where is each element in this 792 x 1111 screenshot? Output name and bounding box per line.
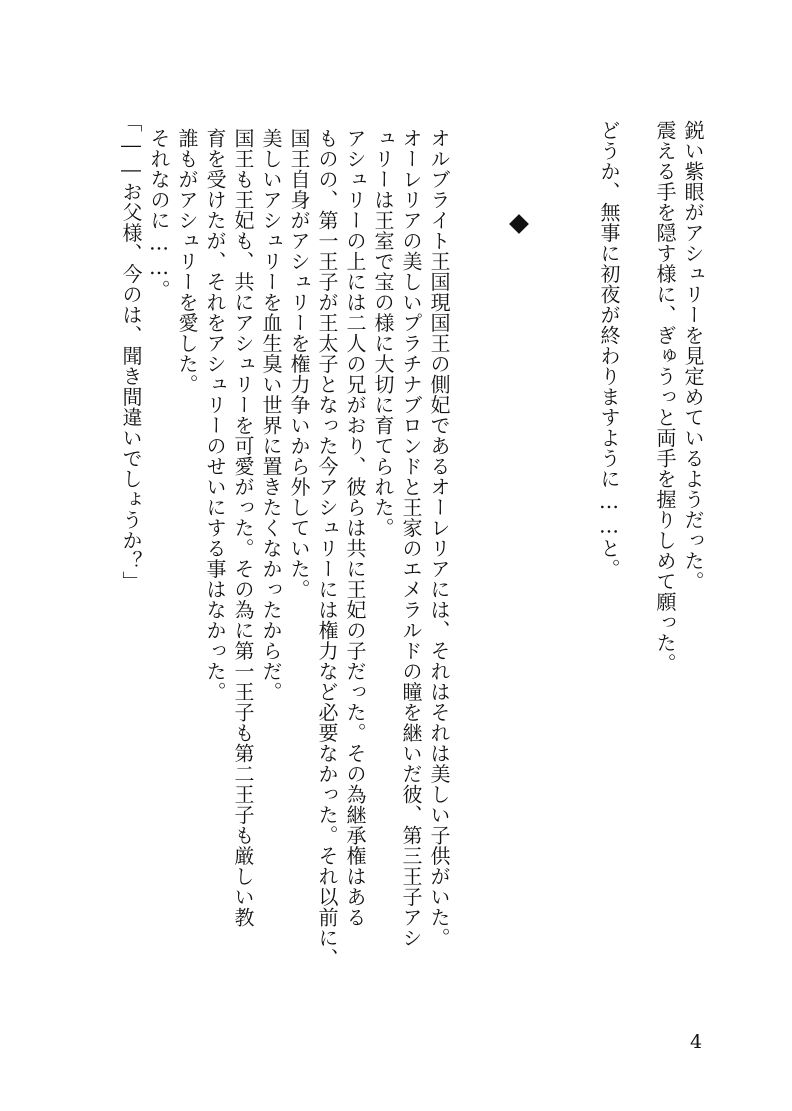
text-line-2: 震える手を隠す様に、ぎゅうっと両手を握りしめて願った。 xyxy=(653,120,677,674)
text-line-14: それなのに……。 xyxy=(147,128,171,300)
text-line-5: オーレリアの美しいプラチナブロンドと王家のエメラルドの瞳を継いだ彼、第三王子アシ xyxy=(399,128,423,948)
text-line-3: どうか、無事に初夜が終わりますように……と。 xyxy=(597,120,621,579)
text-line-9: 国王自身がアシュリーを権力争いから外していた。 xyxy=(287,128,311,600)
text-line-13: 誰もがアシュリーを愛した。 xyxy=(175,128,199,395)
text-line-1: 鋭い紫眼がアシュリーを見定めているようだった。 xyxy=(681,120,705,592)
text-line-4: オルブライト王国現国王の側妃であるオーレリアには、それはそれは美しい子供がいた。 xyxy=(427,128,451,948)
text-line-11: 国王も王妃も、共にアシュリーを可愛がった。その為に第一王子も第二王子も厳しい教 xyxy=(231,128,255,928)
text-line-10: 美しいアシュリーを血生臭い世界に置きたくなかったからだ。 xyxy=(259,128,283,702)
text-line-15: 「――お父様、今のは、聞き間違いでしょうか？」 xyxy=(119,112,143,592)
section-break-diamond-icon xyxy=(509,214,529,234)
text-line-7: アシュリーの上には二人の兄がおり、彼らは共に王妃の子だった。その為継承権はある xyxy=(343,128,367,928)
page-number: 4 xyxy=(690,1031,703,1053)
text-line-6: ュリーは王室で宝の様に大切に育てられた。 xyxy=(371,128,395,538)
text-line-12: 育を受けたが、それをアシュリーのせいにする事はなかった。 xyxy=(203,128,227,702)
text-line-8: ものの、第一王子が王太子となった今アシュリーには権力など必要なかった。それ以前に、 xyxy=(315,128,339,969)
